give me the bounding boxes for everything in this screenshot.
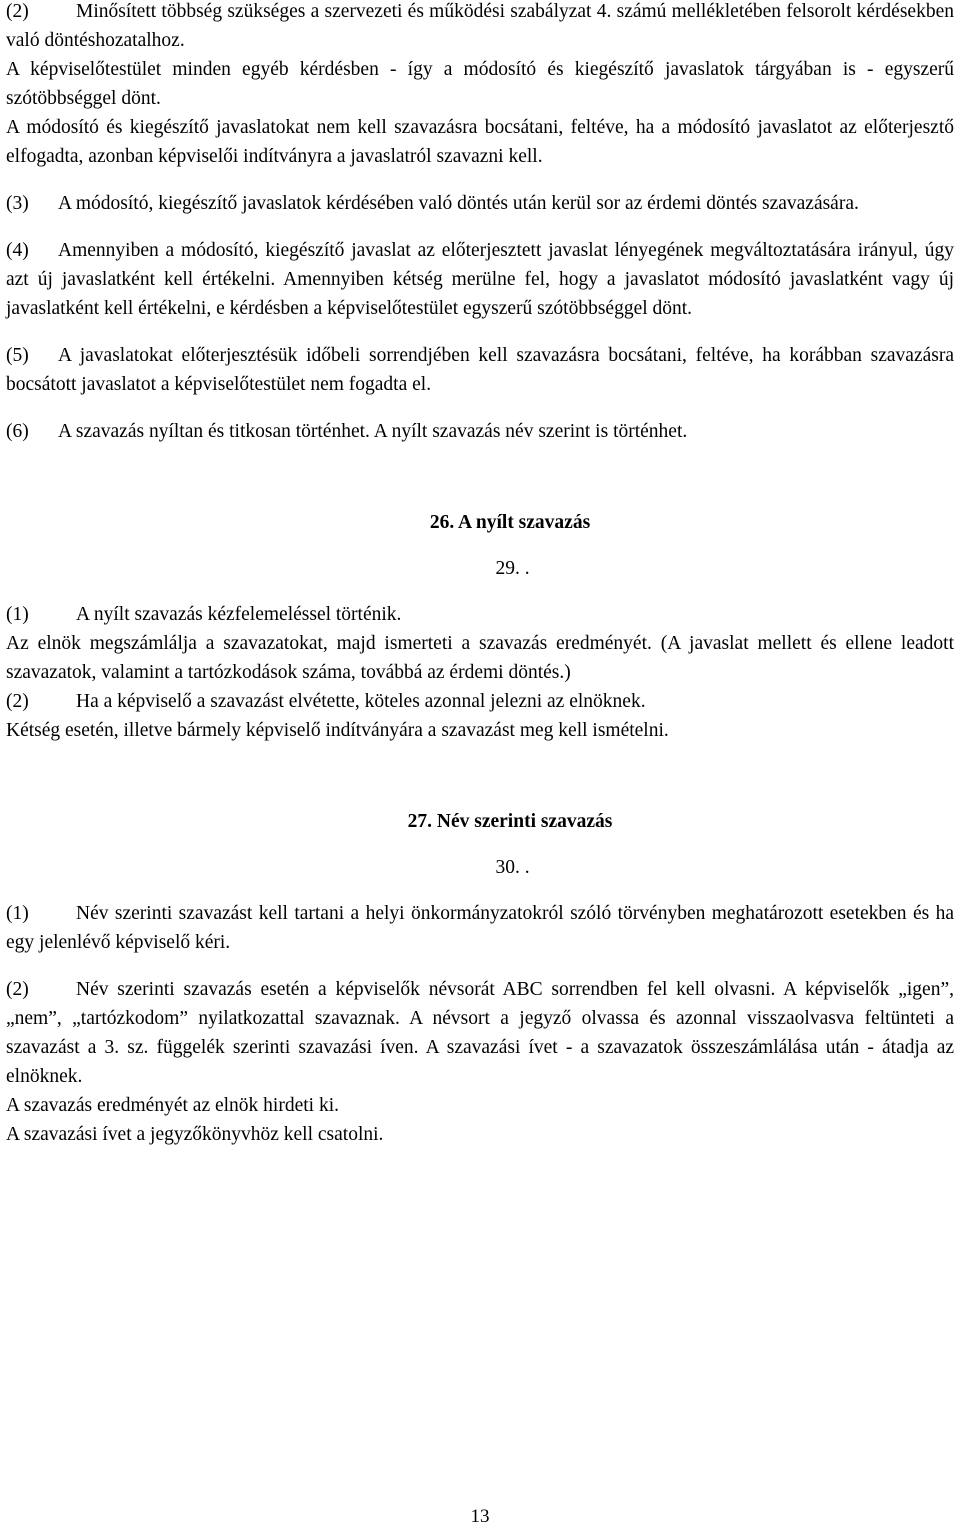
page-number: 13: [470, 1506, 490, 1527]
paragraph-26-vote-count: [6, 629, 954, 687]
paragraph-26-2: [6, 687, 954, 716]
section-heading-27: 27. Név szerinti szavazás: [407, 811, 613, 832]
paragraph-number: (2): [6, 691, 29, 712]
paragraph-number: (1): [6, 903, 29, 924]
paragraph-6: [6, 417, 954, 446]
paragraph-5: [6, 341, 954, 399]
paragraph-text: A szavazás nyíltan és titkosan történhet. A nyílt szavazás név szerint is történhet.: [58, 421, 688, 442]
paragraph-text: A javaslatokat előterjesztésük időbeli sorrendjében kell szavazásra bocsátani, feltéve, ha korábban szavazásra bocsátott javaslatot a képviselőtestület nem fogadta el.: [6, 345, 954, 395]
paragraph-number: (3): [6, 193, 29, 214]
paragraph-4: [6, 236, 954, 323]
paragraph-2: [6, 0, 954, 55]
paragraph-text: Név szerinti szavazást kell tartani a helyi önkormányzatokról szóló törvényben meghatározott esetekben és ha egy jelenlévő képviselő kéri.: [6, 903, 954, 953]
paragraph-number: (2): [6, 979, 29, 1000]
paragraph-text: Amennyiben a módosító, kiegészítő javaslat az előterjesztett javaslat lényegének megváltoztatására irányul, úgy azt új javaslatként kell értékelni. Amennyiben kétség merülne fel, hogy a javaslatot módosító javaslatként vagy új javaslatként kell értékelni, e kérdésben a képviselőtestület egyszerű szótöbbséggel dönt.: [6, 240, 954, 319]
paragraph-27-attach: [6, 1120, 954, 1149]
paragraph-text: Minősített többség szükséges a szervezeti és működési szabályzat 4. számú mellékletében felsorolt kérdésekben való döntéshozatalhoz.: [6, 1, 954, 51]
paragraph-number: (1): [6, 604, 29, 625]
paragraph-text: Ha a képviselő a szavazást elvétette, köteles azonnal jelezni az elnöknek.: [76, 691, 646, 712]
article-number-30: 30. .: [495, 857, 530, 878]
paragraph-text: Az elnök megszámlálja a szavazatokat, majd ismerteti a szavazás eredményét. (A javaslat mellett és ellene leadott szavazatok, valamint a tartózkodások száma, továbbá az érdemi döntés.): [6, 633, 954, 683]
paragraph-text: Név szerinti szavazás esetén a képviselők névsorát ABC sorrendben fel kell olvasni. A képviselők „igen”, „nem”, „tartózkodom” nyilatkozattal szavaznak. A névsort a jegyző olvassa és azonnal visszaolvasva feltünteti a szavazást a 3. sz. függelék szerinti szavazási íven. A szavazási ívet - a szavazatok összeszámlálása után - átadja az elnöknek.: [6, 979, 954, 1087]
paragraph-number: (2): [6, 1, 29, 22]
document-body: [6, 0, 954, 1149]
paragraph-27-1: [6, 899, 954, 957]
article-number-29: 29. .: [495, 558, 530, 579]
paragraph-text: Kétség esetén, illetve bármely képviselő indítványára a szavazást meg kell ismételni.: [6, 720, 669, 741]
paragraph-26-repeat: [6, 716, 954, 745]
paragraph-27-2: [6, 975, 954, 1091]
paragraph-text: A módosító, kiegészítő javaslatok kérdésében való döntés után kerül sor az érdemi döntés szavazására.: [58, 193, 859, 214]
paragraph-plain: [6, 113, 954, 171]
paragraph-27-result: [6, 1091, 954, 1120]
paragraph-number: (5): [6, 345, 29, 366]
paragraph-text: A szavazási ívet a jegyzőkönyvhöz kell csatolni.: [6, 1124, 384, 1145]
section-heading-26: 26. A nyílt szavazás: [429, 512, 591, 533]
paragraph-number: (4): [6, 240, 29, 261]
paragraph-plain: [6, 55, 954, 113]
paragraph-number: (6): [6, 421, 29, 442]
paragraph-text: A nyílt szavazás kézfelemeléssel történik.: [76, 604, 402, 625]
paragraph-text: A módosító és kiegészítő javaslatokat nem kell szavazásra bocsátani, feltéve, ha a módosító javaslatot az előterjesztő elfogadta, azonban képviselői indítványra a javaslatról szavazni kell.: [6, 117, 954, 167]
paragraph-text: A képviselőtestület minden egyéb kérdésben - így a módosító és kiegészítő javaslatok tárgyában is - egyszerű szótöbbséggel dönt.: [6, 59, 954, 109]
paragraph-3: [6, 189, 954, 218]
paragraph-26-1: [6, 600, 954, 629]
paragraph-text: A szavazás eredményét az elnök hirdeti ki.: [6, 1095, 339, 1116]
